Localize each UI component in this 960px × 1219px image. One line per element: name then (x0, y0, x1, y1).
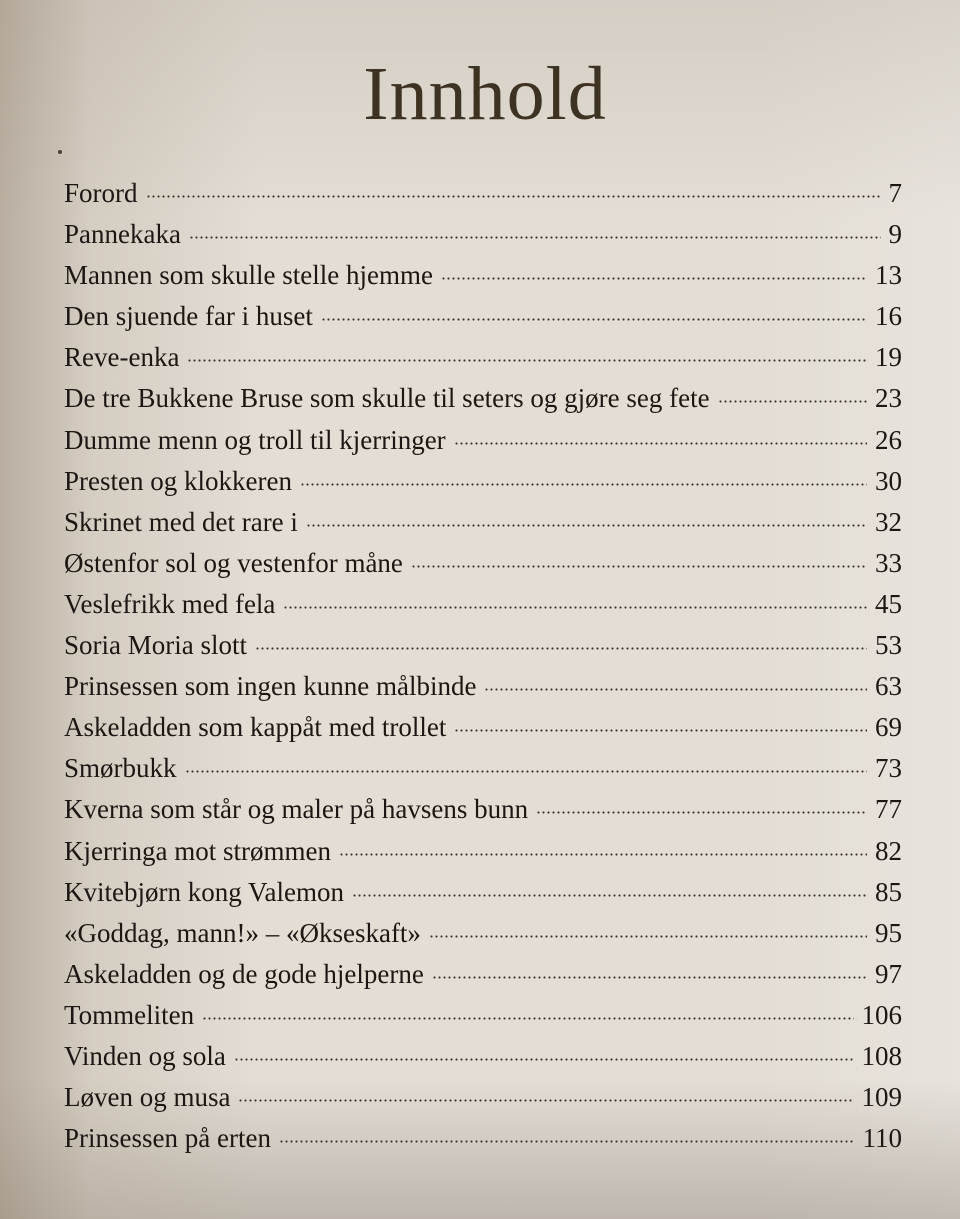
toc-entry-page-number: 108 (861, 1040, 902, 1071)
toc-entry (64, 425, 902, 466)
toc-entry-page-number: 13 (875, 260, 902, 291)
toc-entry (64, 1000, 902, 1041)
toc-entry-title: Skrinet med det rare i (64, 506, 298, 537)
toc-entry-title: Presten og klokkeren (64, 465, 292, 496)
toc-entry-page-number: 97 (875, 958, 902, 989)
toc-entry-page-number: 63 (875, 671, 902, 702)
toc-entry (64, 630, 902, 671)
dot-leader (202, 1017, 853, 1020)
dot-leader (283, 606, 867, 609)
dot-leader (432, 976, 867, 979)
dot-leader (238, 1099, 853, 1102)
toc-entry-page-number: 77 (875, 794, 902, 825)
toc-entry-page-number: 9 (888, 219, 902, 250)
toc-entry (64, 342, 902, 383)
dot-leader (484, 688, 867, 691)
toc-entry-page-number: 33 (875, 547, 902, 578)
toc-entry-title: Soria Moria slott (64, 630, 247, 661)
toc-entry (64, 219, 902, 260)
toc-entry (64, 383, 902, 424)
toc-entry-title: Forord (64, 178, 138, 208)
toc-entry-title: Tommeliten (64, 999, 195, 1030)
toc-entry (64, 1123, 902, 1164)
dot-leader (339, 853, 867, 856)
dot-leader (441, 277, 867, 280)
toc-entry-title: Pannekaka (64, 219, 181, 250)
toc-entry-title: Smørbukk (64, 753, 177, 784)
toc-entry (64, 1082, 902, 1123)
page-title: Innhold (363, 52, 607, 136)
dot-leader (255, 647, 867, 650)
toc-entry-title: Prinsessen som ingen kunne målbinde (64, 671, 477, 702)
toc-entry (64, 877, 902, 918)
toc-entry-page-number: 69 (875, 712, 902, 743)
dot-leader (300, 483, 867, 486)
toc-entry-page-number: 16 (875, 301, 902, 332)
toc-entry-title: Reve-enka (64, 342, 180, 373)
toc-entry (64, 548, 902, 589)
ink-speck (58, 150, 62, 154)
toc-entry-title: Askeladden som kappåt med trollet (64, 712, 447, 743)
toc-entry-title: De tre Bukkene Bruse som skulle til seters og gjøre seg fete (64, 383, 710, 414)
toc-entry-page-number: 30 (875, 465, 902, 496)
toc-entry (64, 507, 902, 548)
toc-entry-title: «Goddag, mann!» – «Økseskaft» (64, 917, 421, 948)
toc-entry-title: Kjerringa mot strømmen (64, 835, 331, 866)
toc-entry-page-number: 7 (888, 178, 902, 208)
toc-entry-title: Østenfor sol og vestenfor måne (64, 547, 403, 578)
dot-leader (454, 442, 867, 445)
toc-entry-page-number: 85 (875, 876, 902, 907)
toc-entry (64, 301, 902, 342)
toc-entry-page-number: 19 (875, 342, 902, 373)
dot-leader (321, 318, 867, 321)
toc-entry-title: Dumme menn og troll til kjerringer (64, 424, 446, 455)
toc-entry (64, 918, 902, 959)
toc-entry (64, 260, 902, 301)
toc-entry-title: Mannen som skulle stelle hjemme (64, 260, 433, 291)
dot-leader (429, 935, 867, 938)
dot-leader (234, 1058, 854, 1061)
table-of-contents (64, 178, 902, 1164)
toc-entry (64, 794, 902, 835)
toc-entry-title: Prinsessen på erten (64, 1123, 271, 1154)
toc-entry-page-number: 82 (875, 835, 902, 866)
dot-leader (536, 811, 867, 814)
toc-entry-page-number: 106 (861, 999, 902, 1030)
toc-entry (64, 959, 902, 1000)
dot-leader (279, 1140, 855, 1143)
toc-entry-title: Veslefrikk med fela (64, 588, 276, 619)
toc-entry-page-number: 53 (875, 630, 902, 661)
dot-leader (187, 359, 867, 362)
toc-entry-page-number: 95 (875, 917, 902, 948)
toc-entry (64, 178, 902, 219)
dot-leader (454, 729, 867, 732)
toc-entry (64, 712, 902, 753)
toc-entry-title: Vinden og sola (64, 1040, 226, 1071)
toc-entry-title: Den sjuende far i huset (64, 301, 313, 332)
toc-entry-page-number: 32 (875, 506, 902, 537)
toc-entry (64, 836, 902, 877)
dot-leader (146, 195, 881, 198)
toc-entry-page-number: 73 (875, 753, 902, 784)
toc-entry-page-number: 23 (875, 383, 902, 414)
dot-leader (411, 565, 867, 568)
toc-entry (64, 671, 902, 712)
toc-entry (64, 589, 902, 630)
toc-entry (64, 466, 902, 507)
dot-leader (352, 894, 867, 897)
dot-leader (718, 400, 867, 403)
toc-entry-title: Askeladden og de gode hjelperne (64, 958, 424, 989)
dot-leader (185, 770, 867, 773)
toc-entry-page-number: 26 (875, 424, 902, 455)
toc-entry-title: Kvitebjørn kong Valemon (64, 876, 344, 907)
dot-leader (189, 236, 881, 239)
toc-entry-page-number: 45 (875, 588, 902, 619)
toc-entry (64, 1041, 902, 1082)
toc-entry (64, 753, 902, 794)
toc-entry-title: Kverna som står og maler på havsens bunn (64, 794, 529, 825)
toc-entry-page-number: 109 (861, 1082, 902, 1113)
toc-entry-title: Løven og musa (64, 1082, 231, 1113)
dot-leader (306, 524, 867, 527)
toc-entry-page-number: 110 (862, 1123, 902, 1154)
